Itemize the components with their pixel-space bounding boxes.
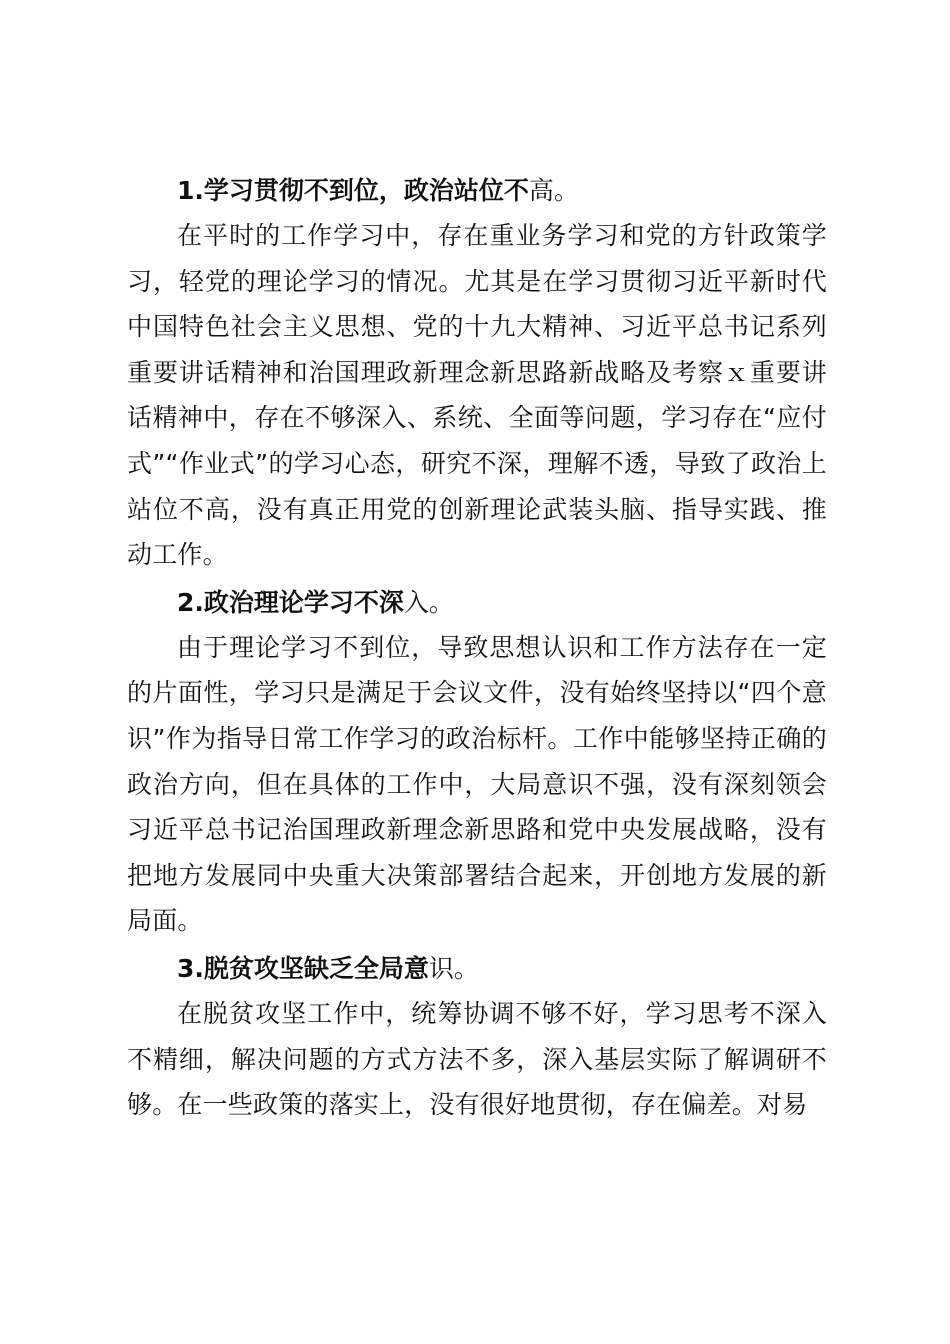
section-1-heading	[127, 168, 827, 213]
section-3-heading-tail: 识。	[428, 953, 479, 983]
section-1-heading-bold: 1.学习贯彻不到位，政治站位不	[177, 176, 529, 205]
section-2-heading	[127, 580, 827, 625]
section-2-heading-tail: 入。	[403, 587, 454, 617]
section-2-body: 由于理论学习不到位，导致思想认识和工作方法存在一定的片面性，学习只是满足于会议文件，没有始终坚持以“四个意识”作为指导日常工作学习的政治标杆。工作中能够坚持正确的政治方向，但在具体的工作中，大局意识不强，没有深刻领会习近平总书记治国理政新理念新思路和党中央发展战略，没有把地方发展同中央重大决策部署结合起来，开创地方发展的新局面。	[127, 632, 827, 936]
section-2-heading-bold: 2.政治理论学习不深	[177, 587, 404, 617]
section-3-heading-bold: 3.脱贫攻坚缺乏全局意	[177, 953, 429, 983]
section-3-body: 在脱贫攻坚工作中，统筹协调不够不好，学习思考不深入不精细，解决问题的方式方法不多，深入基层实际了解调研不够。在一些政策的落实上，没有很好地贯彻，存在偏差。对易	[127, 998, 827, 1120]
document-page	[127, 168, 827, 1128]
section-1-heading-tail: 高。	[528, 176, 579, 205]
section-3-heading	[127, 946, 827, 991]
section-1-body: 在平时的工作学习中，存在重业务学习和党的方针政策学习，轻党的理论学习的情况。尤其是在学习贯彻习近平新时代中国特色社会主义思想、党的十九大精神、习近平总书记系列重要讲话精神和治国理政新理念新思路新战略及考察ｘ重要讲话精神中，存在不够深入、系统、全面等问题，学习存在“应付式”“作业式”的学习心态，研究不深，理解不透，导致了政治上站位不高，没有真正用党的创新理论武装头脑、指导实践、推动工作。	[127, 221, 827, 570]
